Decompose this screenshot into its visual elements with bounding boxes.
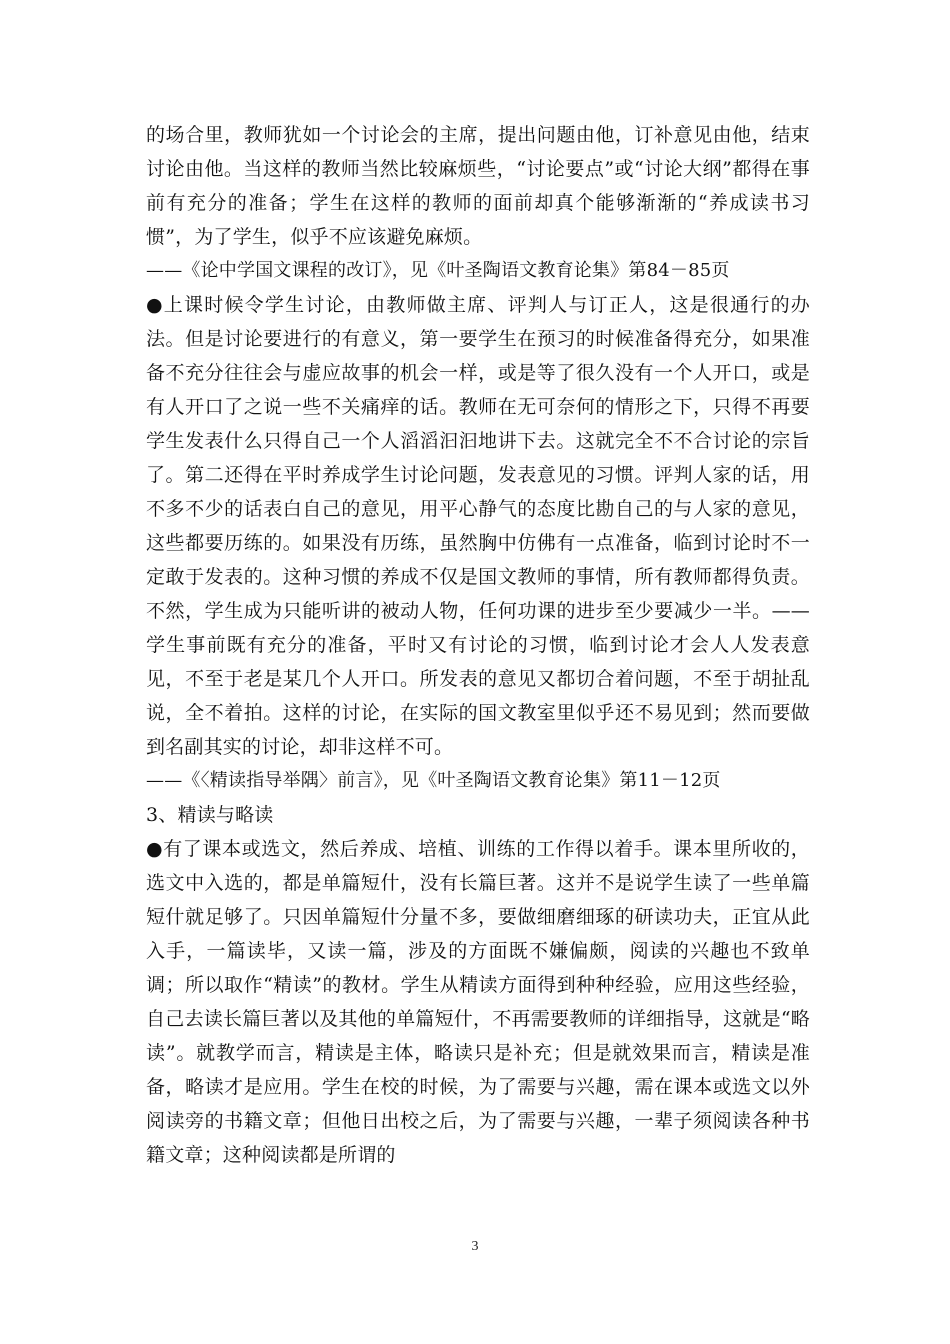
paragraph-classroom-discussion: ●上课时候令学生讨论，由教师做主席、评判人与订正人，这是很通行的办法。但是讨论要进行的有意义，第一要学生在预习的时候准备得充分，如果准备不充分往往会与虚应故事的机会一样，或是等了很久没有一个人开口，或是有人开口了之说一些不关痛痒的话。教师在无可奈何的情形之下，只得不再要学生发表什么只得自己一个人滔滔汩汩地讲下去。这就完全不不合讨论的宗旨了。第二还得在平时养成学生讨论问题，发表意见的习惯。评判人家的话，用不多不少的话表白自己的意见，用平心静气的态度比勘自己的与人家的意见，这些都要历练的。如果没有历练，虽然胸中仿佛有一点准备，临到讨论时不一定敢于发表的。这种习惯的养成不仅是国文教师的事情，所有教师都得负责。不然，学生成为只能听讲的被动人物，任何功课的进步至少要减少一半。——学生事前既有充分的准备，平时又有讨论的习惯，临到讨论才会人人发表意见，不至于老是某几个人开口。所发表的意见又都切合着问题，不至于胡扯乱说，全不着拍。这样的讨论，在实际的国文教室里似乎还不易见到；然而要做到名副其实的讨论，却非这样不可。 <box>146 294 810 758</box>
citation-reading-guide-preface: ——《〈精读指导举隅〉前言》，见《叶圣陶语文教育论集》第11－12页 <box>146 770 721 791</box>
page-number: 3 <box>471 1239 479 1254</box>
paragraph-discussion-chair: 的场合里，教师犹如一个讨论会的主席，提出问题由他，订补意见由他，结束讨论由他。当这样的教师当然比较麻烦些，“讨论要点”或“讨论大纲”都得在事前有充分的准备；学生在这样的教师的面前却真个能够渐渐的“养成读书习惯”，为了学生，似乎不应该避免麻烦。 <box>146 124 810 248</box>
body-text <box>146 118 810 1172</box>
section-heading-intensive-extensive-reading: 3、精读与略读 <box>146 804 274 826</box>
paragraph-intensive-reading: ●有了课本或选文，然后养成、培植、训练的工作得以着手。课本里所收的，选文中入选的，都是单篇短什，没有长篇巨著。这并不是说学生读了一些单篇短什就足够了。只因单篇短什分量不多，要做细磨细琢的研读功夫，正宜从此入手，一篇读毕，又读一篇，涉及的方面既不嫌偏颇，阅读的兴趣也不致单调；所以取作“精读”的教材。学生从精读方面得到种种经验，应用这些经验，自己去读长篇巨著以及其他的单篇短什，不再需要教师的详细指导，这就是“略读”。就教学而言，精读是主体，略读只是补充；但是就效果而言，精读是准备，略读才是应用。学生在校的时候，为了需要与兴趣，需在课本或选文以外阅读旁的书籍文章；但他日出校之后，为了需要与兴趣，一辈子须阅读各种书籍文章；这种阅读都是所谓的 <box>146 838 810 1166</box>
citation-course-revision: ——《论中学国文课程的改订》，见《叶圣陶语文教育论集》第84－85页 <box>146 260 730 281</box>
